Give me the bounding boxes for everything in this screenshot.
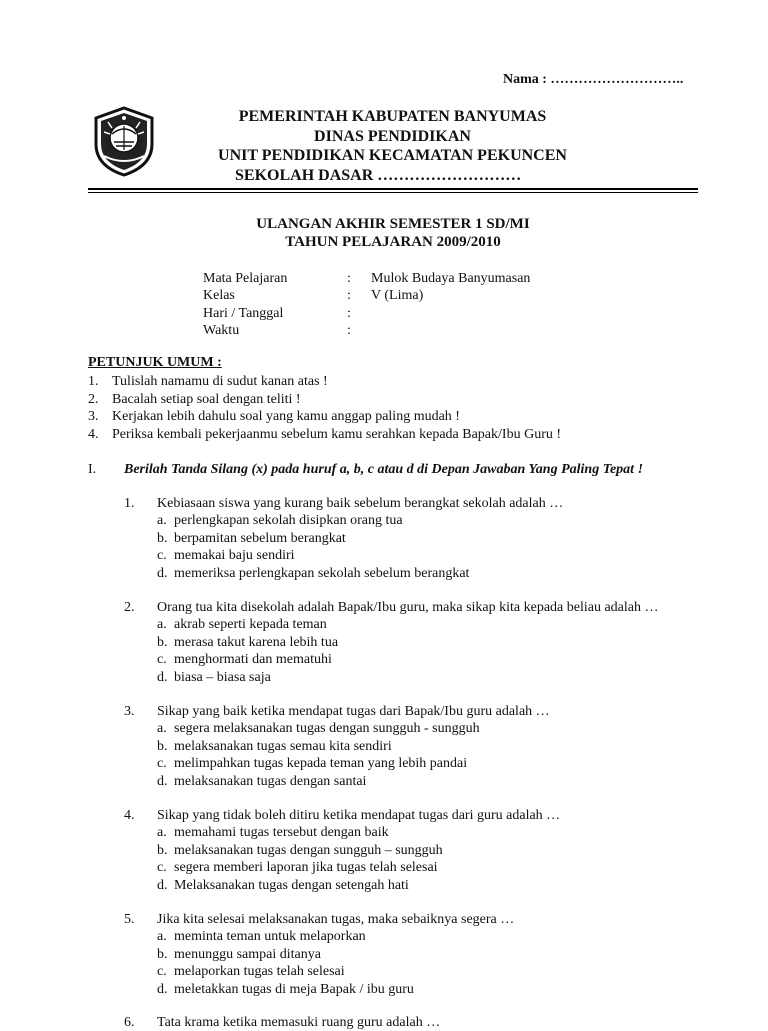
info-value: Mulok Budaya Banyumasan [371,271,531,286]
option-letter: c. [157,652,167,668]
info-colon: : [347,271,351,286]
option-text: segera melaksanakan tugas dengan sungguh - sungguh [174,721,480,737]
instruction-number: 1. [88,374,99,389]
option-letter: d. [157,565,168,581]
info-value: V (Lima) [371,288,424,304]
option-text: memeriksa perlengkapan sekolah sebelum berangkat [174,565,470,581]
info-label: Kelas [203,288,235,304]
exam-title: ULANGAN AKHIR SEMESTER 1 SD/MI [256,216,530,232]
question-item [124,599,714,686]
option-text: melaporkan tugas telah selesai [174,964,345,980]
answer-option [124,877,714,894]
answer-option [124,755,714,772]
instruction-text: Periksa kembali pekerjaanmu sebelum kamu serahkan kepada Bapak/Ibu Guru ! [112,426,562,442]
option-text: meminta teman untuk melaporkan [174,929,366,945]
option-letter: a. [157,825,167,841]
exam-year: TAHUN PELAJARAN 2009/2010 [285,234,501,250]
info-label: Hari / Tanggal [203,305,284,321]
option-letter: b. [157,946,168,962]
question-text: Tata krama ketika memasuki ruang guru adalah … [157,1015,441,1030]
instruction-item [88,426,708,444]
option-text: biasa – biasa saja [174,669,271,685]
header-divider-thin [88,192,698,193]
header-unit: UNIT PENDIDIKAN KECAMATAN PEKUNCEN [218,147,567,164]
info-label: Mata Pelajaran [203,271,288,286]
instruction-text: Bacalah setiap soal dengan teliti ! [112,391,301,407]
option-text: Melaksanakan tugas dengan setengah hati [174,877,409,893]
option-text: menunggu sampai ditanya [174,946,321,962]
option-letter: c. [157,964,167,980]
option-letter: b. [157,530,168,546]
answer-option [124,963,714,980]
answer-option [124,981,714,998]
section-instruction: Berilah Tanda Silang (x) pada huruf a, b, c atau d di Depan Jawaban Yang Paling Tepat ! [124,462,644,477]
answer-option [124,669,714,686]
instruction-number: 2. [88,391,99,407]
answer-option [124,738,714,755]
instruction-text: Tulislah namamu di sudut kanan atas ! [112,374,328,389]
answer-option [124,547,714,564]
question-number: 2. [124,600,135,615]
question-line [124,1014,714,1031]
section-heading [88,461,708,479]
question-item [124,1014,714,1031]
option-letter: a. [157,929,167,945]
banyumas-emblem-icon [88,104,160,178]
school-header [170,107,615,185]
question-line [124,911,714,928]
answer-option [124,773,714,790]
name-line: Nama : ……………………….. [503,72,684,87]
answer-option [124,616,714,633]
option-letter: a. [157,721,167,737]
option-text: melaksanakan tugas dengan sungguh – sungguh [174,842,443,858]
option-text: memakai baju sendiri [174,548,295,564]
answer-option [124,928,714,945]
option-text: merasa takut karena lebih tua [174,634,339,650]
option-text: melaksanakan tugas dengan santai [174,773,367,789]
answer-option [124,512,714,529]
option-text: menghormati dan mematuhi [174,652,332,668]
option-letter: c. [157,756,167,772]
option-letter: b. [157,738,168,754]
answer-option [124,651,714,668]
instruction-item [88,408,708,426]
info-colon: : [347,288,351,304]
header-government: PEMERINTAH KABUPATEN BANYUMAS [238,108,547,125]
answer-option [124,530,714,547]
header-school: SEKOLAH DASAR ……………………… [235,166,522,184]
answer-option [124,565,714,582]
question-number: 3. [124,704,135,719]
question-line [124,807,714,824]
info-row-time [203,322,603,339]
option-text: berpamitan sebelum berangkat [174,530,346,546]
instructions-list [88,373,708,443]
option-letter: d. [157,669,168,685]
question-number: 6. [124,1015,135,1030]
answer-option [124,634,714,651]
option-letter: d. [157,773,168,789]
instructions-title: PETUNJUK UMUM : [88,355,222,370]
instruction-item [88,373,708,391]
answer-option [124,824,714,841]
question-number: 4. [124,808,135,823]
question-item [124,911,714,998]
answer-option [124,859,714,876]
question-number: 1. [124,496,135,511]
option-text: akrab seperti kepada teman [174,617,327,633]
section-number: I. [88,462,97,477]
question-text: Sikap yang tidak boleh ditiru ketika mendapat tugas dari guru adalah … [157,808,561,823]
instruction-number: 4. [88,426,99,442]
answer-option [124,842,714,859]
question-text: Orang tua kita disekolah adalah Bapak/Ibu guru, maka sikap kita kepada beliau adalah … [157,600,659,615]
option-letter: c. [157,860,167,876]
header-department: DINAS PENDIDIKAN [314,127,471,145]
answer-option [124,946,714,963]
question-line [124,599,714,616]
question-item [124,807,714,894]
info-row-subject [203,270,603,287]
option-letter: b. [157,842,168,858]
instruction-text: Kerjakan lebih dahulu soal yang kamu anggap paling mudah ! [112,409,460,424]
question-item [124,703,714,790]
info-label: Waktu [203,322,240,338]
info-row-class [203,287,603,304]
instruction-number: 3. [88,409,99,424]
info-row-date [203,305,603,322]
info-colon: : [347,305,351,321]
question-number: 5. [124,912,135,927]
option-text: perlengkapan sekolah disipkan orang tua [174,513,403,529]
header-divider-thick [88,188,698,190]
option-letter: b. [157,634,168,650]
info-colon: : [347,322,351,338]
option-text: melaksanakan tugas semau kita sendiri [174,738,392,754]
question-text: Sikap yang baik ketika mendapat tugas dari Bapak/Ibu guru adalah … [157,704,550,719]
question-text: Jika kita selesai melaksanakan tugas, maka sebaiknya segera … [157,912,515,927]
option-text: meletakkan tugas di meja Bapak / ibu guru [174,981,414,997]
option-letter: d. [157,981,168,997]
instruction-item [88,391,708,409]
question-text: Kebiasaan siswa yang kurang baik sebelum berangkat sekolah adalah … [157,496,564,511]
question-line [124,703,714,720]
option-text: melimpahkan tugas kepada teman yang lebih pandai [174,756,468,772]
exam-info [203,270,603,339]
question-item [124,495,714,582]
option-letter: c. [157,548,167,564]
option-letter: a. [157,617,167,633]
option-text: segera memberi laporan jika tugas telah selesai [174,860,438,876]
option-letter: d. [157,877,168,893]
answer-option [124,720,714,737]
option-text: memahami tugas tersebut dengan baik [174,825,389,841]
option-letter: a. [157,513,167,529]
question-line [124,495,714,512]
